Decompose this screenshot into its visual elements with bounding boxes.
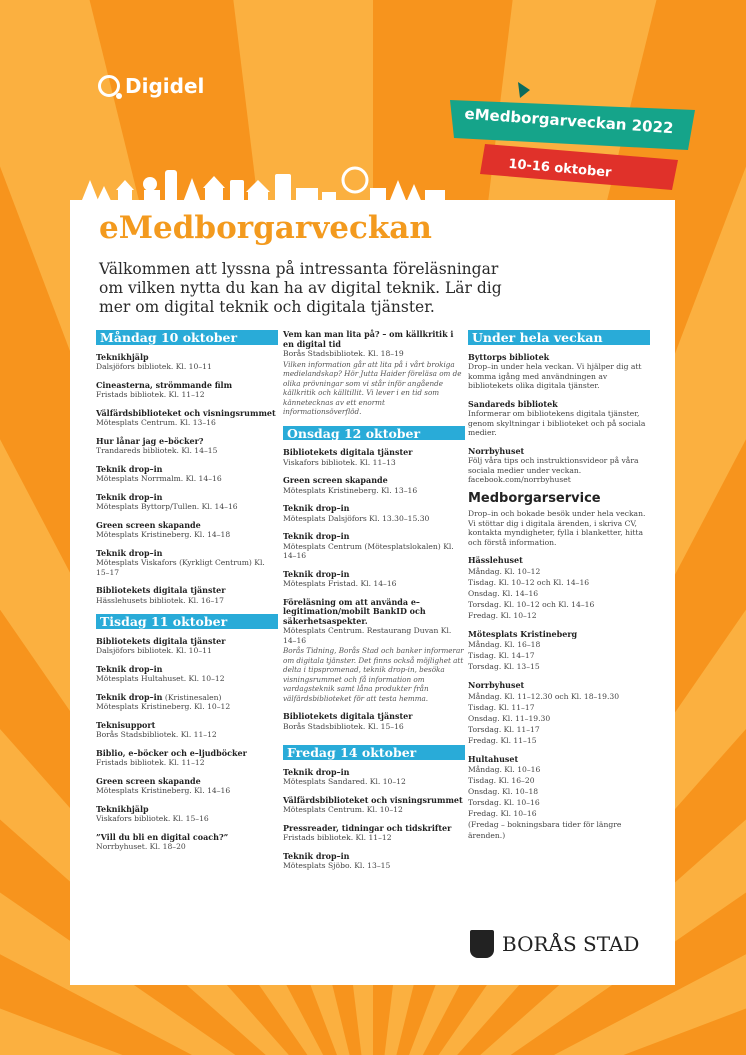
event-title: Green screen skapande [96,519,201,530]
intro-text: Välkommen att lyssna på intressanta föreläsningar om vilken nytta du kan ha av digital teknik. Lär dig mer om digital teknik och digitala tjänster. [99,260,502,316]
event-item [283,598,465,704]
event-item [283,532,465,561]
city-crest-icon [470,930,494,958]
event-info: Mötesplats Kristineberg. Kl. 14–18 [96,530,231,539]
event-item [96,353,278,372]
event-item [96,437,278,456]
service-intro: Drop–in och bokade besök under hela veckan. Vi stöttar dig i digitala ärenden, i skriva CV, kontakta myndigheter, fylla i blanketter, hitta och förstå information. [468,509,646,547]
event-item [96,721,278,740]
event-item [468,400,650,438]
event-info: Viskafors bibliotek. Kl. 11–13 [283,457,396,467]
event-item [283,824,465,843]
service-hours-line: Tisdag. Kl. 10–12 och Kl. 14–16 [468,577,590,587]
service-place-name: Norrbyhuset [468,680,525,690]
event-title: Vem kan man lita på? – om källkritik i en digital tid [283,329,454,349]
event-title: Teknik drop–in [96,463,163,474]
event-info: Mötesplats Norrmalm. Kl. 14–16 [96,474,222,483]
event-title: Hur lånar jag e–böcker? [96,435,204,446]
service-hours-line: Onsdag. Kl. 11–19.30 [468,713,551,723]
event-title: Sandareds bibliotek [468,398,558,409]
event-info: Mötesplats Kristineberg. Kl. 10–12 [96,702,231,711]
event-info: Mötesplats Centrum. Kl. 10–12 [283,805,403,814]
service-hours-line: Måndag. Kl. 10–16 [468,765,541,774]
event-description: Borås Tidning, Borås Stad och banker informerar om digitala tjänster. Det finns också möjlighet att delta i tipspromenad, teknik drop-in, besöka visningsrummet och få information om vardagsteknik samt låna produkter från välfärdsbiblioteket för att testa hemma. [283,646,464,703]
event-item [96,693,278,712]
ribbon-dates-text: 10-16 oktober [507,156,613,181]
event-title: Teknik drop–in [283,503,350,513]
event-info: Mötesplats Sandared. Kl. 10–12 [283,777,406,786]
tuesday-events [96,637,278,852]
service-hours-line: Fredag. Kl. 10–16 [468,809,537,818]
day-header-tuesday: Tisdag 11 oktober [96,614,278,629]
boras-stad-logo [470,930,639,958]
wednesday-events [283,448,465,731]
column-wednesday-friday [283,330,465,880]
event-info: Fristads bibliotek. Kl. 11–12 [283,833,392,842]
friday-events [283,768,465,871]
event-title: ”Vill du bli en digital coach?” [96,831,229,842]
tuesday-evening-events [283,330,465,417]
event-item [96,493,278,512]
event-title: Teknikhjälp [96,351,149,362]
event-item [283,330,465,417]
event-info: Mötesplats Byttorp/Tullen. Kl. 14–16 [96,502,238,511]
event-info: Hässlehusets bibliotek. Kl. 16–17 [96,595,225,605]
event-info: Borås Stadsbibliotek. Kl. 18–19 [283,349,404,358]
service-hours-line: Tisdag. Kl. 14–17 [468,651,535,660]
service-hours-line: Tisdag. Kl. 16–20 [468,776,535,785]
event-title: Teknik drop–in [283,850,350,861]
service-hours-line: Måndag. Kl. 10–12 [468,566,541,576]
event-info: Följ våra tips och instruktionsvideor på våra sociala medier under veckan. facebook.com/norrbyhuset [468,456,639,484]
event-info: Mötesplats Centrum. Restaurang Duvan Kl. 14–16 [283,626,452,645]
service-hours-line: Torsdag. Kl. 10–16 [468,798,540,807]
day-header-whole-week: Under hela veckan [468,330,650,345]
service-place-name: Mötesplats Kristineberg [468,628,578,639]
event-info: Mötesplats Hultahuset. Kl. 10–12 [96,674,225,683]
service-hours-line: Torsdag. Kl. 13–15 [468,662,540,671]
event-item [96,749,278,768]
event-info: Mötesplats Kristineberg. Kl. 13–16 [283,485,418,495]
event-info: Dalsjöfors bibliotek. Kl. 10–11 [96,362,212,371]
event-item [96,777,278,796]
event-title: Byttorps bibliotek [468,351,550,362]
monday-events [96,353,278,606]
service-hours-line: Onsdag. Kl. 14–16 [468,588,539,598]
event-info: Trandareds bibliotek. Kl. 14–15 [96,446,218,455]
digidel-logo [98,74,204,98]
event-title: Föreläsning om att använda e–legitimation/mobilt BankID och säkerhetsaspekter. [283,596,426,626]
event-title: Green screen skapande [96,775,201,786]
event-info: Informerar om bibliotekens digitala tjänster, genom skyltningar i biblioteket och på sociala medier. [468,409,646,437]
event-info: Fristads bibliotek. Kl. 11–12 [96,758,205,767]
event-item [283,570,465,589]
event-item [96,637,278,656]
day-header-wednesday: Onsdag 12 oktober [283,426,465,441]
event-info: Mötesplats Fristad. Kl. 14–16 [283,579,397,588]
event-item [96,549,278,578]
event-title: Bibliotekets digitala tjänster [283,711,413,721]
event-title: Välfärdsbiblioteket och visningsrummet [283,794,463,805]
event-title: Biblio, e–böcker och e–ljudböcker [96,747,247,758]
event-title: Teknik drop–in [96,691,163,702]
event-item [96,586,278,605]
day-header-friday: Fredag 14 oktober [283,745,465,760]
event-item [96,833,278,852]
event-item [96,381,278,400]
event-item [283,504,465,523]
town-skyline-illustration [70,150,470,205]
event-item [283,852,465,871]
event-title: Teknik drop–in [283,568,350,579]
event-item [283,712,465,731]
service-place-name: Hässlehuset [468,555,523,565]
event-item [468,353,650,391]
service-hours-line: Måndag. Kl. 11–12.30 och Kl. 18–19.30 [468,691,620,701]
service-hours-line: Tisdag. Kl. 11–17 [468,702,535,712]
event-info: Dalsjöfors bibliotek. Kl. 10–11 [96,646,212,655]
digidel-logo-text: Digidel [125,74,205,98]
event-title: Teknik drop–in [96,547,163,558]
event-info: Mötesplats Kristineberg. Kl. 14–16 [96,786,231,795]
event-item [468,447,650,485]
event-title: Teknik drop–in [96,491,163,502]
event-item [96,465,278,484]
service-place-name: Hultahuset [468,753,519,764]
column-week-service [468,330,650,841]
event-info: Mötesplats Centrum (Mötesplatslokalen) Kl. 14–16 [283,541,454,560]
event-info: Borås Stadsbibliotek. Kl. 15–16 [283,721,404,731]
event-info: Norrbyhuset. Kl. 18–20 [96,842,186,851]
service-hours-line: Måndag. Kl. 16–18 [468,640,541,649]
event-title: Bibliotekets digitala tjänster [96,585,226,595]
event-title: Norrbyhuset [468,445,525,456]
service-hours-line: Fredag. Kl. 10–12 [468,610,537,620]
boras-stad-text: BORÅS STAD [502,932,640,956]
event-info: Mötesplats Sjöbo. Kl. 13–15 [283,861,391,870]
digidel-logo-icon [98,75,120,97]
service-hours-line: (Fredag – bokningsbara tider för längre ärenden.) [468,820,622,840]
event-item [96,805,278,824]
service-places [468,556,650,841]
event-info: Mötesplats Centrum. Kl. 13–16 [96,418,216,427]
event-title: Teknik drop–in [283,531,350,541]
event-info: Fristads bibliotek. Kl. 11–12 [96,390,205,399]
event-item [283,476,465,495]
page-title: eMedborgarveckan [99,210,432,246]
service-hours-line: Onsdag. Kl. 10–18 [468,787,539,796]
service-hours-line: Torsdag. Kl. 10–12 och Kl. 14–16 [468,599,595,609]
event-title: Cineasterna, strömmande film [96,379,233,390]
event-info: Viskafors bibliotek. Kl. 15–16 [96,814,209,823]
column-monday-tuesday [96,330,278,861]
service-hours-line: Torsdag. Kl. 11–17 [468,724,540,734]
event-info: Drop–in under hela veckan. Vi hjälper dig att komma igång med användningen av bibliotekets olika digitala tjänster. [468,362,642,390]
event-item [283,768,465,787]
event-item [96,409,278,428]
event-info: Mötesplats Viskafors (Kyrkligt Centrum) Kl. 15–17 [96,558,265,577]
event-title: Green screen skapande [283,475,388,485]
event-title: Pressreader, tidningar och tidskrifter [283,822,452,833]
event-note: (Kristinesalen) [162,692,222,702]
whole-week-events [468,353,650,485]
day-header-monday: Måndag 10 oktober [96,330,278,345]
event-title: Teknikhjälp [96,803,149,814]
event-title: Bibliotekets digitala tjänster [96,635,226,646]
service-heading: Medborgarservice [468,490,601,506]
service-hours-line: Fredag. Kl. 11–15 [468,735,537,745]
event-title: Teknik drop–in [283,766,350,777]
event-title: Teknik drop–in [96,663,163,674]
event-item [283,448,465,467]
event-info: Borås Stadsbibliotek. Kl. 11–12 [96,730,217,739]
event-title: Teknisupport [96,719,156,730]
event-item [96,521,278,540]
ribbon-event-text: eMedborgarveckan 2022 [463,104,675,138]
event-ribbon [450,82,700,202]
event-title: Välfärdsbiblioteket och visningsrummet [96,407,276,418]
event-item [283,796,465,815]
event-title: Bibliotekets digitala tjänster [283,447,413,457]
event-info: Mötesplats Dalsjöfors Kl. 13.30–15.30 [283,513,430,523]
event-item [96,665,278,684]
event-description: Vilken information går att lita på i vårt brokiga medielandskap? Hör Jutta Haider föreläsa om de olika prövningar som vi står inför angående källkritik och källtillit. Vi lever i en tid som kännetecknas av ett enormt informationsöverflöd. [283,359,462,416]
